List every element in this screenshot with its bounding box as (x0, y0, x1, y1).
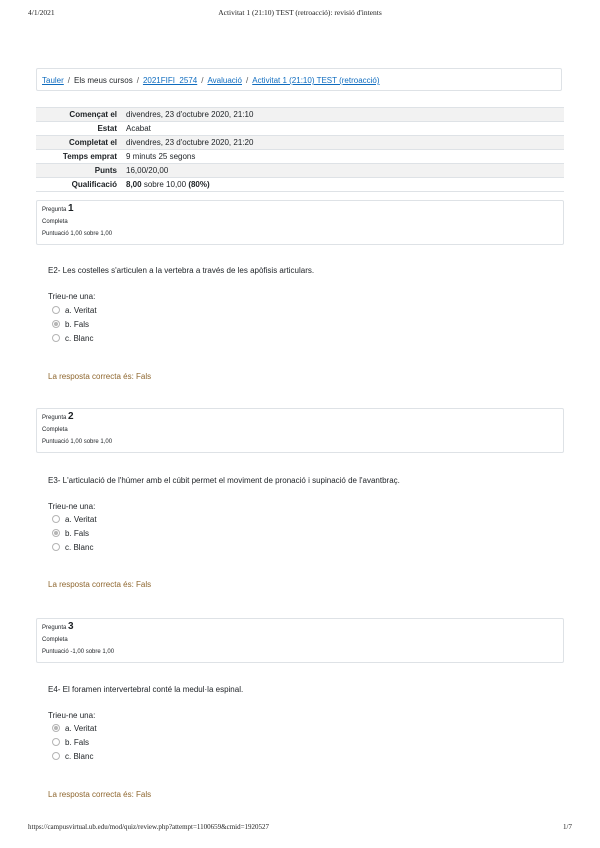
correct-answer-feedback: La resposta correcta és: Fals (48, 372, 152, 381)
summary-row-completed (36, 136, 564, 150)
print-page-number: 1/7 (563, 823, 572, 831)
summary-row-time-taken (36, 150, 564, 164)
question-text: E3- L'articulació de l'húmer amb el cúbit permet el moviment de pronació i supinació de l'avantbraç. (48, 476, 400, 485)
answer-option-b[interactable] (52, 528, 89, 540)
correct-answer-feedback: La resposta correcta és: Fals (48, 790, 152, 799)
print-title: Activitat 1 (21:10) TEST (retroacció): revisió d'intents (218, 8, 382, 17)
summary-value: 16,00/20,00 (123, 164, 564, 178)
summary-row-marks (36, 164, 564, 178)
print-date: 4/1/2021 (28, 8, 55, 17)
question-text: E2- Les costelles s'articulen a la vertebra a través de les apòfisis articulars. (48, 266, 315, 275)
summary-value: Acabat (123, 122, 564, 136)
print-header (0, 8, 600, 20)
answer-label: c. Blanc (65, 752, 94, 761)
answer-prompt: Trieu-ne una: (48, 502, 96, 511)
question-number: 1 (68, 203, 74, 214)
breadcrumb-separator: / (201, 76, 204, 85)
question-marks: Puntuació 1,00 sobre 1,00 (42, 439, 113, 445)
question-marks: Puntuació -1,00 sobre 1,00 (42, 649, 115, 655)
question-number: 2 (68, 411, 74, 422)
radio-unchecked-icon[interactable] (52, 738, 60, 746)
question-marks: Puntuació 1,00 sobre 1,00 (42, 231, 113, 237)
question-prefix: Pregunta (42, 415, 67, 421)
correct-answer-feedback: La resposta correcta és: Fals (48, 580, 152, 589)
answer-label: a. Veritat (65, 724, 97, 733)
question-info-1 (36, 200, 564, 245)
summary-label: Començat el (36, 108, 123, 122)
grade-score: 8,00 (126, 180, 142, 189)
answer-label: b. Fals (65, 529, 90, 538)
question-number: 3 (68, 621, 74, 632)
radio-unchecked-icon[interactable] (52, 334, 60, 342)
breadcrumb (36, 68, 562, 91)
answer-option-a[interactable] (52, 305, 97, 317)
answer-label: a. Veritat (65, 306, 97, 315)
breadcrumb-link-assessment[interactable]: Avaluació (207, 76, 242, 85)
summary-grade-value (123, 178, 564, 192)
question-text: E4- El foramen intervertebral conté la medul·la espinal. (48, 685, 244, 694)
question-state: Completa (42, 219, 68, 225)
breadcrumb-link-course[interactable]: 2021FIFI_2574 (142, 76, 198, 85)
question-state: Completa (42, 427, 68, 433)
breadcrumb-link-activity[interactable]: Activitat 1 (21:10) TEST (retroacció) (252, 76, 380, 85)
radio-unchecked-icon[interactable] (52, 515, 60, 523)
attempt-summary-table (36, 107, 564, 192)
answer-label: c. Blanc (65, 543, 94, 552)
radio-checked-icon[interactable] (52, 724, 60, 732)
radio-checked-icon[interactable] (52, 320, 60, 328)
answer-label: c. Blanc (65, 334, 94, 343)
summary-label: Qualificació (36, 178, 123, 192)
summary-label: Estat (36, 122, 123, 136)
radio-checked-icon[interactable] (52, 529, 60, 537)
summary-row-grade (36, 178, 564, 192)
answer-prompt: Trieu-ne una: (48, 292, 96, 301)
answer-option-c[interactable] (52, 542, 93, 554)
summary-value: 9 minuts 25 segons (123, 150, 564, 164)
question-info-3 (36, 618, 564, 663)
answer-prompt: Trieu-ne una: (48, 711, 96, 720)
summary-label: Temps emprat (36, 150, 123, 164)
summary-row-started (36, 108, 564, 122)
question-state: Completa (42, 637, 68, 643)
breadcrumb-separator: / (136, 76, 139, 85)
summary-row-state (36, 122, 564, 136)
breadcrumb-item-my-courses: Els meus cursos (74, 76, 133, 85)
summary-value: divendres, 23 d'octubre 2020, 21:20 (123, 136, 564, 150)
question-prefix: Pregunta (42, 625, 67, 631)
question-prefix: Pregunta (42, 207, 67, 213)
summary-label: Punts (36, 164, 123, 178)
radio-unchecked-icon[interactable] (52, 543, 60, 551)
grade-out-of: sobre 10,00 (143, 180, 187, 189)
answer-label: b. Fals (65, 320, 90, 329)
summary-label: Completat el (36, 136, 123, 150)
question-info-2 (36, 408, 564, 453)
answer-option-b[interactable] (52, 737, 89, 749)
radio-unchecked-icon[interactable] (52, 752, 60, 760)
answer-label: a. Veritat (65, 515, 97, 524)
answer-label: b. Fals (65, 738, 90, 747)
breadcrumb-separator: / (67, 76, 71, 85)
breadcrumb-link-tauler[interactable]: Tauler (42, 76, 64, 85)
print-footer (0, 823, 600, 835)
answer-option-a[interactable] (52, 514, 97, 526)
answer-option-b[interactable] (52, 319, 89, 331)
answer-option-c[interactable] (52, 751, 93, 763)
answer-option-c[interactable] (52, 333, 93, 345)
radio-unchecked-icon[interactable] (52, 306, 60, 314)
grade-percent: (80%) (188, 180, 210, 189)
answer-option-a[interactable] (52, 723, 97, 735)
print-url: https://campusvirtual.ub.edu/mod/quiz/review.php?attempt=1100659&cmid=1920527 (28, 823, 270, 831)
breadcrumb-separator: / (246, 76, 249, 85)
summary-value: divendres, 23 d'octubre 2020, 21:10 (123, 108, 564, 122)
